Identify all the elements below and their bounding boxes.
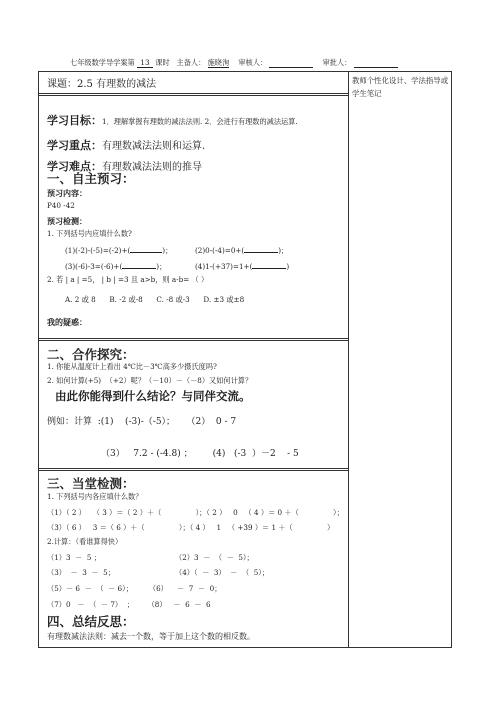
row-divider xyxy=(39,470,348,471)
calc-item: （5）－ 6 － （ － 6）； （6） － 7 － 0； xyxy=(47,584,222,593)
difficulty-label: 学习难点： xyxy=(47,160,102,173)
check-question-2: 2.计算：（看谁算得快） xyxy=(47,537,123,546)
calc-item: （2）3 － （ － 5）； xyxy=(175,553,254,562)
answer-blank[interactable] xyxy=(130,244,162,253)
fill-item-text: )； xyxy=(162,246,173,255)
fill-item xyxy=(65,260,166,272)
answer-blank[interactable] xyxy=(244,244,278,253)
explore-conclusion: 由此你能得到什么结论？与同伴交流。 xyxy=(55,389,251,403)
check-fill-row-1: （1）（ 2 ） （ 3 ）＝（ 2 ）＋（ ）；（ 2 ） 0 （ 4 ）＝ 0 ＋（ ）； xyxy=(47,508,344,517)
doubt-label: 我的疑惑： xyxy=(47,317,87,327)
answer-blank[interactable] xyxy=(252,260,286,269)
fill-item xyxy=(65,244,172,256)
preparer-label: 主备人： xyxy=(176,58,206,67)
calc-item: （3） － 3 － 5； xyxy=(47,568,115,577)
preview-pages: P40 -42 xyxy=(47,201,75,210)
calc-item: （4）（ － 3） － （ 5）； xyxy=(175,568,270,577)
answer-blank[interactable] xyxy=(122,260,156,269)
lesson-word: 课时 xyxy=(155,58,170,67)
explore-question-2: 2. 如何计算(+5) （+2）呢？（－10）－（－8）又如何计算？ xyxy=(47,376,253,385)
explore-example-2: （3） 7.2 - (-4.8) ； (4) (-3 ）－2 - 5 xyxy=(101,449,299,459)
preview-check-label: 预习检测： xyxy=(47,216,87,226)
preview-question-2: 2. 若 | a | =5， | b | =3 且 a>b，则 a-b= （ ） xyxy=(47,275,209,284)
fill-item-text: )； xyxy=(156,262,167,271)
approver-label: 审批人： xyxy=(322,58,352,67)
reviewer-blank xyxy=(269,59,313,68)
fill-item xyxy=(195,244,288,256)
lesson-number: 13 xyxy=(137,59,153,68)
fill-item xyxy=(195,260,289,271)
reviewer-label: 审核人： xyxy=(238,58,268,67)
preview-question-1: 1. 下列括号内应填什么数? xyxy=(47,229,132,238)
section-heading-reflect: 四、总结反思： xyxy=(47,614,135,629)
column-divider xyxy=(348,72,349,647)
preparer-name: 施晓洵 xyxy=(207,58,230,67)
row-divider xyxy=(39,340,348,341)
fill-item-text: (2)0-(-4)=0+( xyxy=(195,246,245,255)
row-divider xyxy=(39,93,348,94)
difficulty-text: 有理数减法法则的推导 xyxy=(102,162,202,173)
row-divider xyxy=(39,468,348,469)
fill-item-text: )； xyxy=(278,246,289,255)
fill-item-text: (1)(-2)-(-5)=(-2)+( xyxy=(65,246,131,255)
goals-label: 学习目标： xyxy=(47,114,102,127)
calc-item: （7）0 － （ － 7） ； （8） － 6 － 6 xyxy=(47,600,211,609)
explore-example-1: 例如：计算 :(1) (-3)-（-5）； （2） 0 - 7 xyxy=(47,417,237,427)
page-header xyxy=(70,58,398,68)
lesson-table xyxy=(38,71,452,648)
key-text: 有理数减法法则和运算. xyxy=(102,141,206,152)
approver-blank xyxy=(354,59,398,68)
row-divider xyxy=(39,95,348,96)
preview-content-label: 预习内容： xyxy=(47,188,87,198)
explore-question-1: 1. 你能从温度计上看出 4℃比－3℃高多少摄氏度吗? xyxy=(47,362,217,371)
key-row xyxy=(47,134,205,153)
check-question-1: 1. 下列括号内各应填什么数？ xyxy=(47,492,143,501)
key-label: 学习重点： xyxy=(47,139,102,152)
fill-item-text: (4)1-(+37)=1+( xyxy=(195,262,253,271)
calc-item: （1）3 － 5 ； xyxy=(47,553,101,562)
lesson-title: 课题：2.5 有理数的减法 xyxy=(47,79,157,90)
reflect-text: 有理数减法法则：减去一个数，等于加上这个数的相反数。 xyxy=(47,632,255,641)
section-heading-explore: 二、合作探究： xyxy=(47,347,135,362)
choice-options: A. 2 或 8 B. -2 或-8 C. -8 或-3 D. ±3 或±8 xyxy=(65,295,245,304)
goals-row xyxy=(47,109,298,128)
goals-text: 1．理解掌握有理数的减法法则. 2．会进行有理数的减法运算. xyxy=(102,117,298,126)
row-divider xyxy=(39,338,348,339)
check-fill-row-2: （3）（ 6 ） 3 ＝（ 6 ）＋（ ）；（ 4 ） 1 （ +39 ）＝ 1 ＋（ ） xyxy=(47,523,335,532)
fill-item-text: (3)(-6)-3=(-6)+( xyxy=(65,262,123,271)
section-heading-check: 三、当堂检测： xyxy=(47,476,135,491)
side-note: 教师个性化设计、学法指导或学生笔记 xyxy=(352,76,449,98)
course-label: 七年级数学导学案第 xyxy=(70,58,135,67)
fill-item-text: ) xyxy=(286,262,290,271)
section-heading-preview: 一、自主预习： xyxy=(47,171,135,186)
